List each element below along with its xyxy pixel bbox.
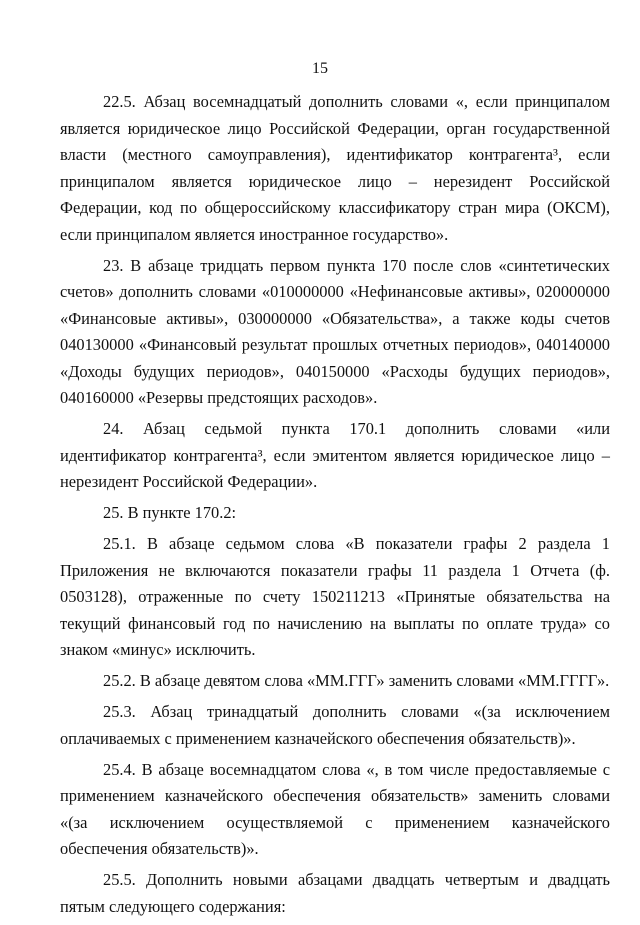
paragraph-25: 25. В пункте 170.2: — [103, 503, 237, 522]
paragraph-23: 23. В абзаце тридцать первом пункта 170 после слов «синтетических счетов» дополнить словами «010000000 «Нефинансовые активы», 020000000 «Финансовые активы», 030000000 «Обязательства», а также коды счетов 040130000 «Финансовый результат прошлых отчетных периодов», 040140000 «Доходы будущих периодов», 040150000 «Расходы будущих периодов», 040160000 «Резервы предстоящих расходов». — [60, 255, 610, 407]
paragraph-22-5: 22.5. Абзац восемнадцатый дополнить словами «, если принципалом является юридическое лицо Российской Федерации, орган государственной власти (местного самоуправления), идентификатор контрагента³, если принципалом является юридическое лицо – нерезидент Российской Федерации, код по общероссийскому классификатору стран мира (ОКСМ), если принципалом является иностранное государство». — [60, 92, 610, 244]
paragraph-25-2: 25.2. В абзаце девятом слова «ММ.ГГГ» заменить словами «ММ.ГГГГ». — [103, 671, 610, 690]
paragraph-25-4: 25.4. В абзаце восемнадцатом слова «, в том числе предоставляемые с применением казначейского обеспечения обязательств» заменить словами «(за исключением осуществляемой с применением казначейского обеспечения обязательств)». — [60, 759, 610, 858]
paragraph-25-3: 25.3. Абзац тринадцатый дополнить словами «(за исключением оплачиваемых с применением казначейского обеспечения обязательств)». — [60, 702, 610, 748]
paragraph-24: 24. Абзац седьмой пункта 170.1 дополнить словами «или идентификатор контрагента³, если эмитентом является юридическое лицо – нерезидент Российской Федерации». — [60, 419, 610, 491]
page-number: 15 — [312, 60, 328, 77]
paragraph-25-1: 25.1. В абзаце седьмом слова «В показатели графы 2 раздела 1 Приложения не включаются показатели графы 11 раздела 1 Отчета (ф. 0503128), отраженные по счету 150211213 «Принятые обязательства на текущий финансовый год по начислению на выплаты по оплате труда» со знаком «минус» исключить. — [60, 534, 610, 659]
document-body — [60, 89, 610, 925]
paragraph-25-5: 25.5. Дополнить новыми абзацами двадцать четвертым и двадцать пятым следующего содержания: — [60, 870, 610, 916]
